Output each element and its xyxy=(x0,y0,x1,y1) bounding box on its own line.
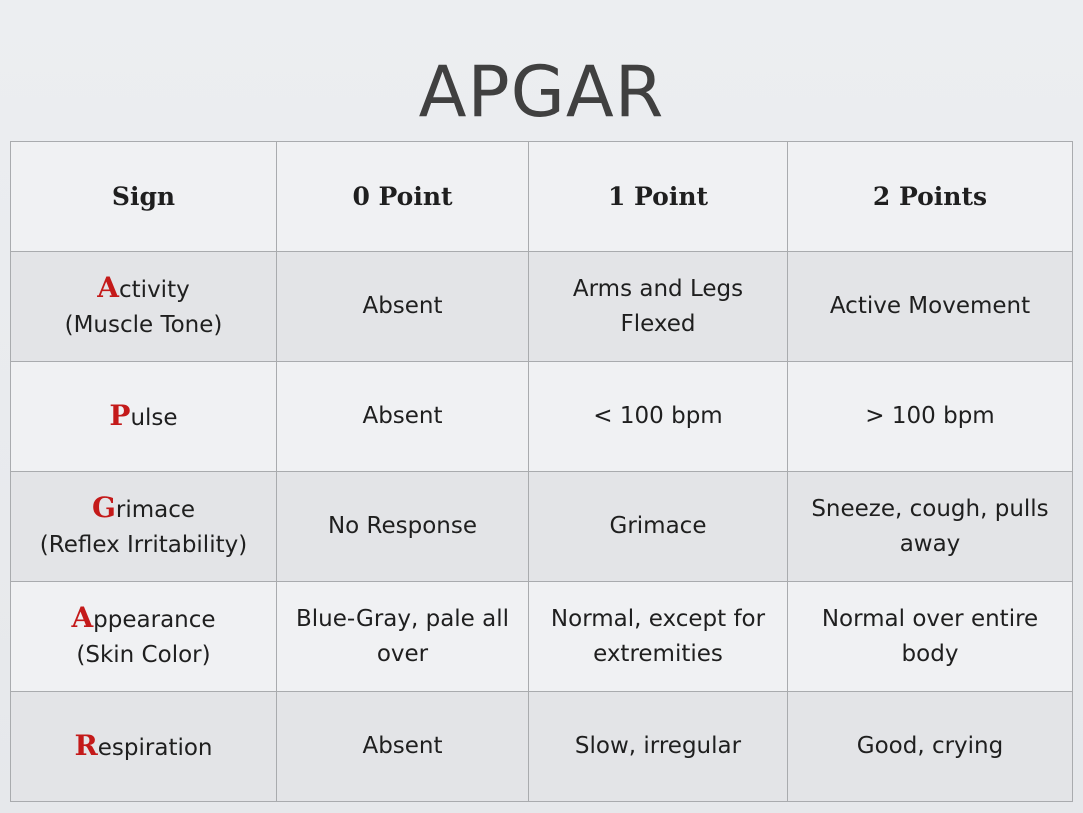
table-row-pulse xyxy=(11,362,1073,472)
sign-initial: G xyxy=(91,491,116,524)
sign-rest: ppearance xyxy=(93,607,216,633)
sign-initial: P xyxy=(109,398,131,432)
score-0-cell: Blue-Gray, pale all over xyxy=(277,582,529,692)
score-0-cell: No Response xyxy=(277,472,529,582)
score-0-cell: Absent xyxy=(277,692,529,802)
header-row xyxy=(11,142,1073,252)
score-1-cell: Slow, irregular xyxy=(529,692,788,802)
sign-cell xyxy=(11,472,277,582)
sign-cell xyxy=(11,252,277,362)
score-1-cell: Grimace xyxy=(529,472,788,582)
sign-rest: ulse xyxy=(130,404,178,431)
score-2-cell: Active Movement xyxy=(788,252,1073,362)
score-1-cell: < 100 bpm xyxy=(529,362,788,472)
sign-cell xyxy=(11,362,277,472)
header-sign: Sign xyxy=(11,142,277,252)
score-1-cell: Arms and Legs Flexed xyxy=(529,252,788,362)
score-2-cell: Sneeze, cough, pulls away xyxy=(788,472,1073,582)
sign-cell xyxy=(11,692,277,802)
sign-name xyxy=(17,270,270,308)
sign-subtitle: (Skin Color) xyxy=(76,642,211,668)
table-row-activity xyxy=(11,252,1073,362)
sign-name xyxy=(17,728,270,766)
table-row-appearance xyxy=(11,582,1073,692)
score-2-cell: Normal over entire body xyxy=(788,582,1073,692)
table-row-grimace xyxy=(11,472,1073,582)
sign-rest: ctivity xyxy=(119,277,190,303)
sign-name xyxy=(17,490,270,528)
header-2-points: 2 Points xyxy=(788,142,1073,252)
sign-initial: R xyxy=(74,728,98,762)
score-2-cell: > 100 bpm xyxy=(788,362,1073,472)
score-0-cell: Absent xyxy=(277,252,529,362)
sign-subtitle: (Muscle Tone) xyxy=(64,312,223,338)
score-1-cell: Normal, except for extremities xyxy=(529,582,788,692)
slide-title: APGAR xyxy=(418,51,665,133)
sign-name xyxy=(17,600,270,638)
header-1-point: 1 Point xyxy=(529,142,788,252)
apgar-table xyxy=(10,141,1073,802)
sign-name xyxy=(17,398,270,436)
sign-initial: A xyxy=(71,601,94,634)
sign-initial: A xyxy=(97,271,120,304)
score-0-cell: Absent xyxy=(277,362,529,472)
sign-cell xyxy=(11,582,277,692)
sign-subtitle: (Reflex Irritability) xyxy=(39,532,248,558)
sign-rest: rimace xyxy=(115,497,196,523)
score-2-cell: Good, crying xyxy=(788,692,1073,802)
header-0-point: 0 Point xyxy=(277,142,529,252)
table-row-respiration xyxy=(11,692,1073,802)
sign-rest: espiration xyxy=(97,734,213,761)
